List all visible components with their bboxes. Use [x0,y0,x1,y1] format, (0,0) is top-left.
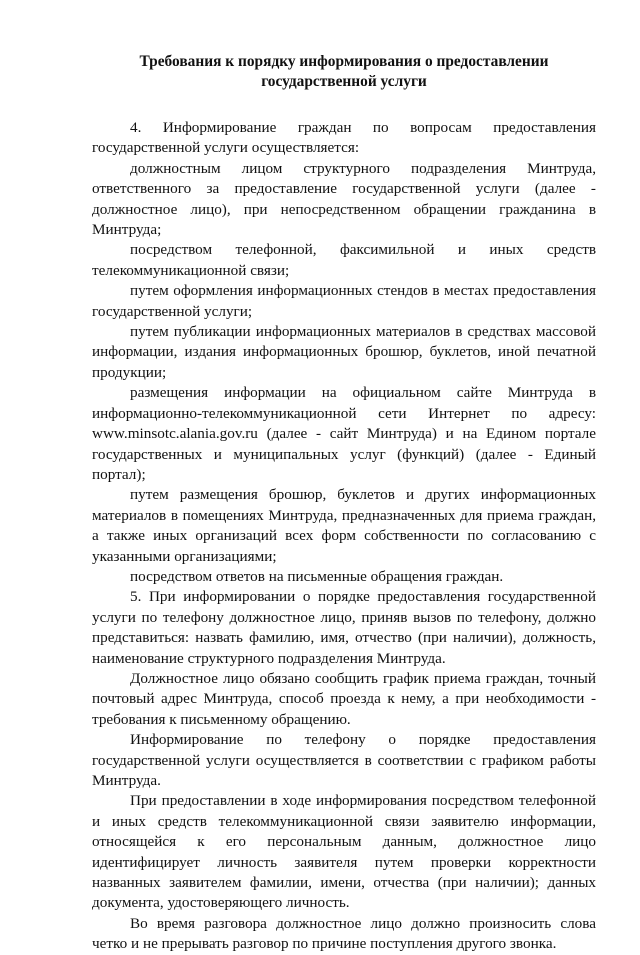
document-title [92,52,596,92]
paragraph-telecom: посредством телефонной, факсимильной и иных средств телекоммуникационной связи; [92,241,596,279]
document-title-line-2: государственной услуги [261,73,427,90]
paragraph-official-in-person: должностным лицом структурного подразделения Минтруда, ответственного за предоставление государственной услуги (далее - должностное лицо), при непосредственном обращении гражданина в Минтруда; [92,159,596,239]
paragraph-written-requests: посредством ответов на письменные обращения граждан. [130,567,504,585]
paragraph-mass-media: путем публикации информационных материалов в средствах массовой информации, издания информационных брошюр, буклетов, иной печатной продукции; [92,323,596,381]
paragraph-conversation: Во время разговора должностное лицо должно произносить слова четко и не прерывать разговор по причине поступления другого звонка. [92,914,596,953]
paragraph-phone-schedule: Информирование по телефону о порядке предоставления государственной услуги осуществляется в соответствии с графиком работы Минтруда. [92,731,596,789]
paragraph-item-4-intro: 4. Информирование граждан по вопросам предоставления государственной услуги осуществляется: [92,119,596,157]
paragraph-website: размещения информации на официальном сайте Минтруда в информационно-телекоммуникационной сети Интернет по адресу: www.minsotc.alania.gov.ru (далее - сайт Минтруда) и на Едином портале государственных и муниципальных услуг (функций) (далее - Единый портал); [92,384,596,483]
paragraph-item-5-phone: 5. При информировании о порядке предоставления государственной услуги по телефону должностное лицо, приняв вызов по телефону, должно представиться: назвать фамилию, имя, отчество (при наличии), должность, наименование структурного подразделения Минтруда. [92,588,596,667]
paragraph-brochures: путем размещения брошюр, буклетов и других информационных материалов в помещениях Минтруда, предназначенных для приема граждан, а также иных организаций всех форм собственности по согласованию с указанными организациями; [92,486,596,565]
document-page [92,52,596,955]
paragraph-official-duties: Должностное лицо обязано сообщить график приема граждан, точный почтовый адрес Минтруда, способ проезда к нему, а при необходимости - требования к письменному обращению. [92,669,596,728]
paragraph-info-stands: путем оформления информационных стендов в местах предоставления государственной услуги; [92,282,596,320]
document-title-line-1: Требования к порядку информирования о предоставлении [139,53,549,70]
paragraph-personal-data: При предоставлении в ходе информирования посредством телефонной и иных средств телекоммуникационной связи заявителю информации, относящейся к его персональным данным, должностное лицо идентифицирует личность заявителя путем проверки корректности названных заявителем фамилии, имени, отчества (при наличии); данных документа, удостоверяющего личность. [92,792,596,912]
